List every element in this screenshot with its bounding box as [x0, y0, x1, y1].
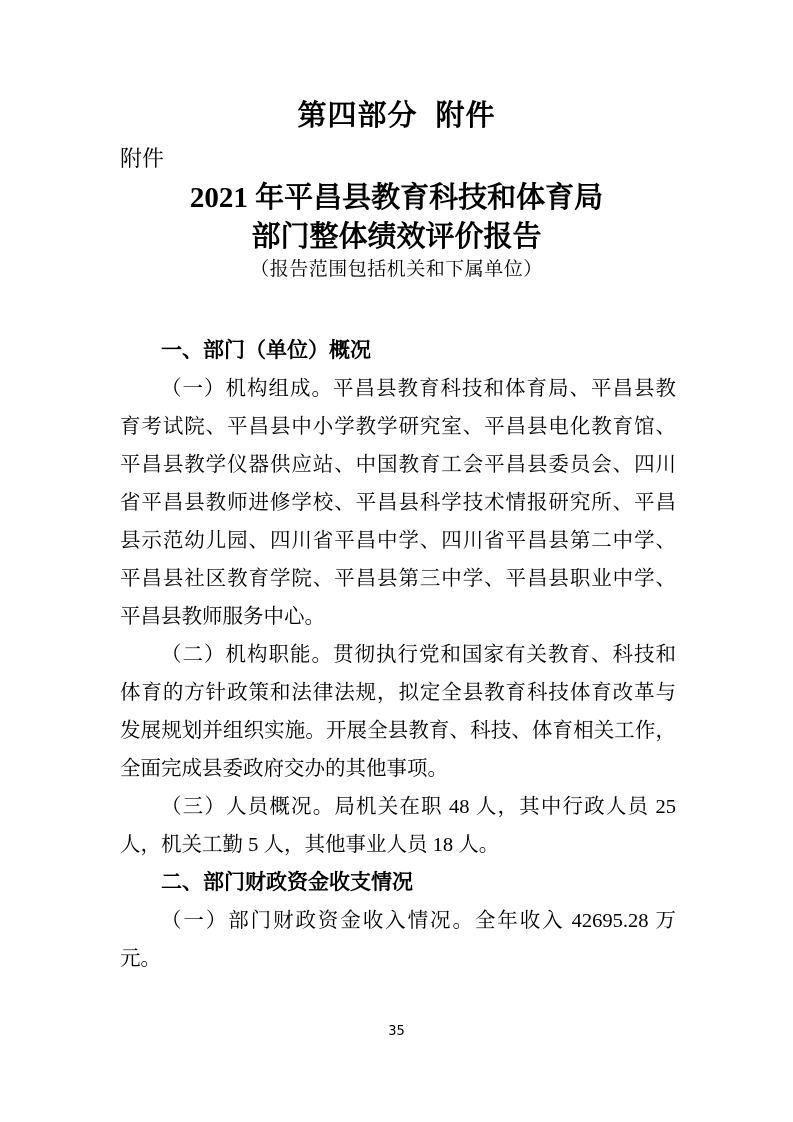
- section-heading: 二、部门财政资金收支情况: [161, 871, 413, 894]
- body-line: 体育的方针政策和法律法规，拟定全县教育科技体育改革与: [120, 682, 676, 704]
- body-line: 县示范幼儿园、四川省平昌中学、四川省平昌县第二中学、: [120, 530, 676, 552]
- body-line: 育考试院、平昌县中小学教学研究室、平昌县电化教育馆、: [120, 416, 676, 438]
- body-line: 平昌县教学仪器供应站、中国教育工会平昌县委员会、四川: [120, 454, 676, 476]
- body-line: （二）机构职能。贯彻执行党和国家有关教育、科技和: [161, 644, 676, 666]
- page-number: 35: [388, 1024, 405, 1039]
- part-title: 第四部分 附件: [297, 100, 496, 132]
- body-line: （一）机构组成。平昌县教育科技和体育局、平昌县教: [161, 378, 676, 400]
- body-line: （一）部门财政资金收入情况。全年收入 42695.28 万: [161, 910, 676, 932]
- body-line: 发展规划并组织实施。开展全县教育、科技、体育相关工作，: [120, 720, 676, 742]
- body-line: 平昌县社区教育学院、平昌县第三中学、平昌县职业中学、: [120, 568, 676, 590]
- attachment-label: 附件: [120, 146, 165, 171]
- report-title-line-1: 2021 年平昌县教育科技和体育局: [189, 182, 604, 214]
- report-subtitle: （报告范围包括机关和下属单位）: [250, 259, 543, 280]
- body-line: 人，机关工勤 5 人，其他事业人员 18 人。: [120, 834, 500, 856]
- body-line: （三）人员概况。局机关在职 48 人，其中行政人员 25: [161, 796, 676, 818]
- body-line: 平昌县教师服务中心。: [120, 606, 325, 628]
- body-line: 全面完成县委政府交办的其他事项。: [120, 758, 448, 780]
- body-line: 省平昌县教师进修学校、平昌县科学技术情报研究所、平昌: [120, 492, 676, 514]
- section-heading: 一、部门（单位）概况: [161, 339, 371, 362]
- report-title-line-2: 部门整体绩效评价报告: [251, 221, 542, 253]
- report-body: [120, 332, 676, 978]
- body-line: 元。: [120, 948, 161, 970]
